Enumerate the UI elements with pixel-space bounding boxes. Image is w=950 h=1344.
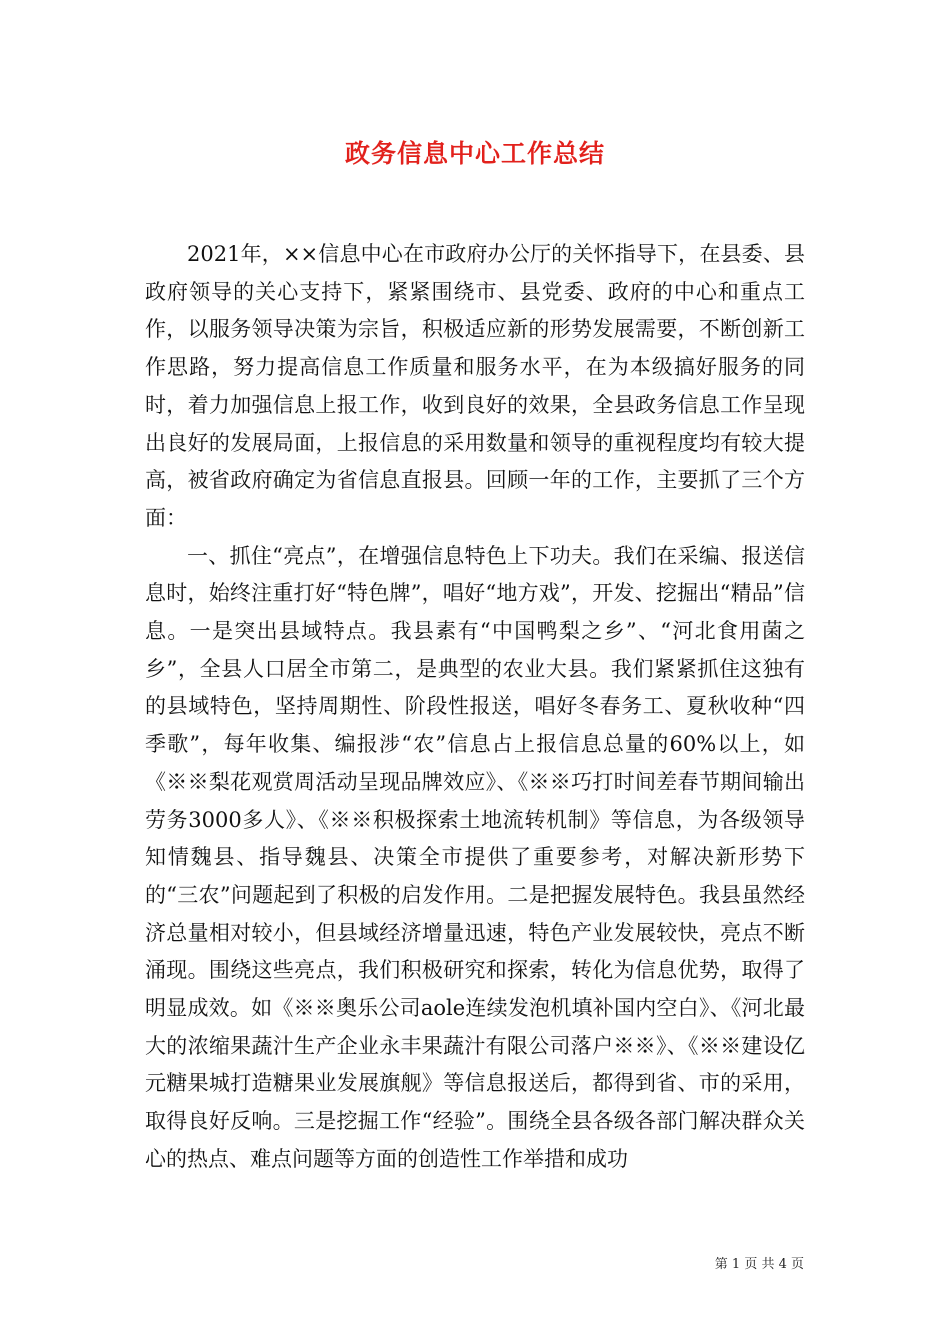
- document-title: 政务信息中心工作总结: [344, 139, 605, 168]
- paragraph-intro: 2021年，××信息中心在市政府办公厅的关怀指导下，在县委、县政府领导的关心支持下，紧紧围绕市、县党委、政府的中心和重点工作，以服务领导决策为宗旨，积极适应新的形势发展需要，不断创新工作思路，努力提高信息工作质量和服务水平，在为本级搞好服务的同时，着力加强信息上报工作，收到良好的效果，全县政务信息工作呈现出良好的发展局面，上报信息的采用数量和领导的重视程度均有较大提高，被省政府确定为省信息直报县。回顾一年的工作，主要抓了三个方面：: [145, 242, 805, 530]
- document-body: [145, 236, 805, 1179]
- page-number-footer: 第 1 页 共 4 页: [714, 1257, 804, 1272]
- paragraph-section-one: 一、抓住“亮点”，在增强信息特色上下功夫。我们在采编、报送信息时，始终注重打好“特色牌”，唱好“地方戏”，开发、挖掘出“精品”信息。一是突出县域特点。我县素有“中国鸭梨之乡”、“河北食用菌之乡”，全县人口居全市第二，是典型的农业大县。我们紧紧抓住这独有的县域特色，坚持周期性、阶段性报送，唱好冬春务工、夏秋收种“四季歌”，每年收集、编报涉“农”信息占上报信息总量的60%以上，如《※※梨花观赏周活动呈现品牌效应》、《※※巧打时间差春节期间输出劳务3000多人》、《※※积极探索土地流转机制》等信息，为各级领导知情魏县、指导魏县、决策全市提供了重要参考，对解决新形势下的“三农”问题起到了积极的启发作用。二是把握发展特色。我县虽然经济总量相对较小，但县域经济增量迅速，特色产业发展较快，亮点不断涌现。围绕这些亮点，我们积极研究和探索，转化为信息优势，取得了明显成效。如《※※奥乐公司aole连续发泡机填补国内空白》、《河北最大的浓缩果蔬汁生产企业永丰果蔬汁有限公司落户※※》、《※※建设亿元糖果城打造糖果业发展旗舰》等信息报送后，都得到省、市的采用，取得良好反响。三是挖掘工作“经验”。围绕全县各级各部门解决群众关心的热点、难点问题等方面的创造性工作举措和成功: [145, 543, 805, 1171]
